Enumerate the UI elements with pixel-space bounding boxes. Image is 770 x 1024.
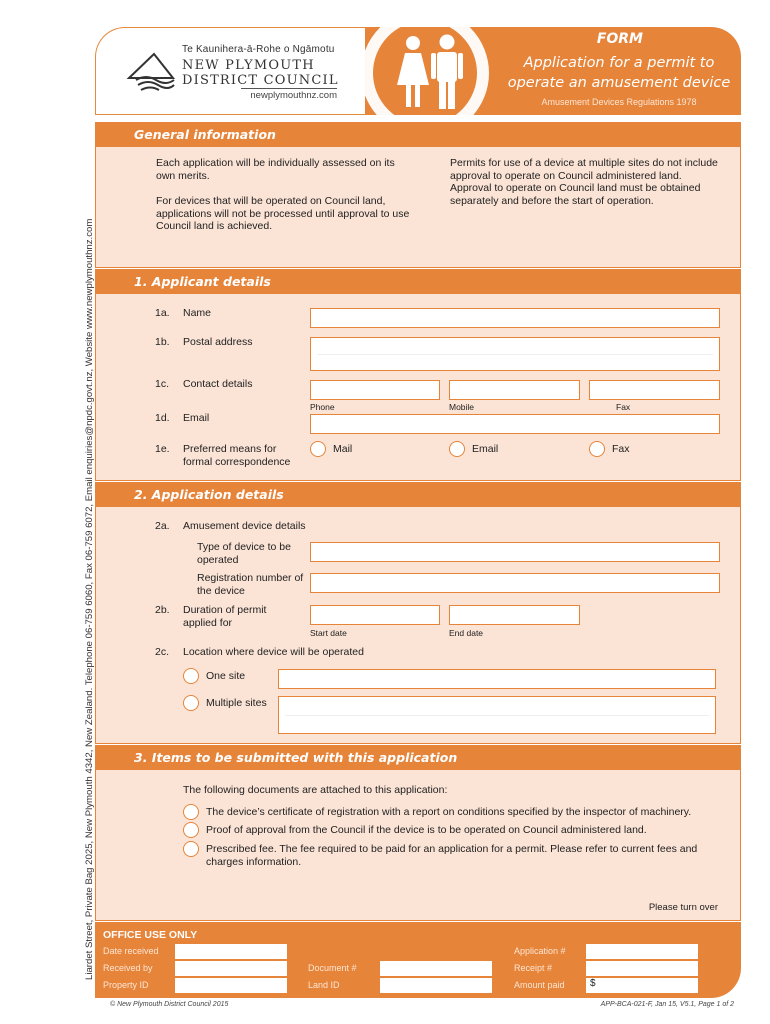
item-number: 1a. bbox=[155, 307, 170, 319]
amount-paid-label: Amount paid bbox=[514, 980, 565, 990]
office-use-title: OFFICE USE ONLY bbox=[103, 929, 198, 941]
mobile-caption: Mobile bbox=[449, 402, 475, 412]
phone-caption: Phone bbox=[310, 402, 335, 412]
fax-caption: Fax bbox=[616, 402, 631, 412]
council-approval-item-text: Proof of approval from the Council if the device is to be operated on Council administered land. bbox=[206, 824, 647, 836]
mountain-logo-icon bbox=[126, 46, 176, 96]
certificate-item-text: The device’s certificate of registration with a report on conditions specified by the inspector of machinery. bbox=[206, 806, 692, 818]
turn-over-note: Please turn over bbox=[648, 902, 718, 913]
device-type-field[interactable] bbox=[310, 542, 720, 562]
receipt-number-field[interactable] bbox=[586, 961, 698, 976]
item-number: 2b. bbox=[155, 604, 170, 616]
end-date-caption: End date bbox=[449, 628, 484, 638]
section-heading: 1. Applicant details bbox=[96, 270, 740, 294]
application-details-section bbox=[95, 482, 741, 744]
name-label: Name bbox=[183, 307, 212, 319]
one-site-label: One site bbox=[206, 670, 246, 682]
items-to-submit-section bbox=[95, 745, 741, 921]
form-label: FORM bbox=[596, 31, 643, 47]
form-header bbox=[95, 27, 741, 115]
date-received-field[interactable] bbox=[175, 944, 287, 959]
location-label: Location where device will be operated bbox=[183, 646, 364, 658]
section-heading: 3. Items to be submitted with this application bbox=[96, 746, 740, 770]
item-number: 1c. bbox=[155, 378, 170, 390]
multiple-sites-label: Multiple sites bbox=[206, 697, 267, 709]
preferred-correspondence-label: Preferred means for formal correspondence bbox=[183, 443, 291, 468]
fax-radio[interactable] bbox=[589, 441, 605, 457]
people-icon bbox=[387, 33, 473, 109]
multiple-sites-field[interactable] bbox=[278, 696, 716, 734]
date-received-label: Date received bbox=[103, 946, 159, 956]
start-date-field[interactable] bbox=[310, 605, 440, 625]
section-heading: 2. Application details bbox=[96, 483, 740, 507]
email-field[interactable] bbox=[310, 414, 720, 434]
logo-name-line1: NEW PLYMOUTH bbox=[182, 58, 315, 73]
name-field[interactable] bbox=[310, 308, 720, 328]
fax-field[interactable] bbox=[589, 380, 720, 400]
property-id-field[interactable] bbox=[175, 978, 287, 993]
section-heading: General information bbox=[96, 123, 740, 147]
page-title: Application for a permit to operate an amusement device bbox=[507, 55, 731, 91]
registration-number-field[interactable] bbox=[310, 573, 720, 593]
start-date-caption: Start date bbox=[310, 628, 347, 638]
email-label: Email bbox=[183, 412, 210, 424]
contact-details-label: Contact details bbox=[183, 378, 253, 390]
received-by-field[interactable] bbox=[175, 961, 287, 976]
duration-label: Duration of permit applied for bbox=[183, 604, 267, 629]
phone-field[interactable] bbox=[310, 380, 440, 400]
item-number: 1b. bbox=[155, 336, 170, 348]
email-option-label: Email bbox=[472, 443, 499, 455]
title-banner bbox=[365, 27, 741, 115]
general-information-section bbox=[95, 122, 741, 268]
logo-url: newplymouthnz.com bbox=[241, 88, 337, 101]
general-paragraph-2: For devices that will be operated on Council land, applications will not be processed until approval to use Council land is achieved. bbox=[156, 195, 410, 232]
device-details-label: Amusement device details bbox=[183, 520, 306, 532]
mail-radio[interactable] bbox=[310, 441, 326, 457]
one-site-field[interactable] bbox=[278, 669, 716, 689]
item-number: 2c. bbox=[155, 646, 170, 658]
council-approval-checkbox[interactable] bbox=[183, 822, 199, 838]
council-logo-block bbox=[95, 27, 365, 115]
general-paragraph-3: Permits for use of a device at multiple sites do not include approval to operate on Council administered land. Approval to operate on Council land must be obtained separately and before the start of operation. bbox=[450, 157, 718, 207]
email-radio[interactable] bbox=[449, 441, 465, 457]
document-number-label: Document # bbox=[308, 963, 357, 973]
land-id-field[interactable] bbox=[380, 978, 492, 993]
prescribed-fee-checkbox[interactable] bbox=[183, 841, 199, 857]
property-id-label: Property ID bbox=[103, 980, 149, 990]
application-number-label: Application # bbox=[514, 946, 566, 956]
certificate-checkbox[interactable] bbox=[183, 804, 199, 820]
fax-option-label: Fax bbox=[612, 443, 630, 455]
applicant-details-section bbox=[95, 269, 741, 481]
land-id-label: Land ID bbox=[308, 980, 340, 990]
postal-address-label: Postal address bbox=[183, 336, 253, 348]
registration-number-label: Registration number of the device bbox=[197, 572, 304, 597]
device-type-label: Type of device to be operated bbox=[197, 541, 291, 566]
dollar-sign: $ bbox=[590, 978, 596, 989]
item-number: 1d. bbox=[155, 412, 170, 424]
logo-name-line2: DISTRICT COUNCIL bbox=[182, 73, 339, 88]
document-number-field[interactable] bbox=[380, 961, 492, 976]
mobile-field[interactable] bbox=[449, 380, 580, 400]
prescribed-fee-item-text: Prescribed fee. The fee required to be paid for an application for a permit. Please refer to current fees and charges information. bbox=[206, 843, 698, 868]
application-number-field[interactable] bbox=[586, 944, 698, 959]
contact-sidebar-text: Liardet Street, Private Bag 2025, New Plymouth 4342, New Zealand. Telephone 06-759 6060, Fax 06-759 6072, Email enquiries@npdc.govt.nz, Website www.newplymouthnz.com bbox=[84, 218, 95, 980]
office-use-panel bbox=[95, 922, 741, 998]
mail-option-label: Mail bbox=[333, 443, 353, 455]
multiple-sites-radio[interactable] bbox=[183, 695, 199, 711]
receipt-number-label: Receipt # bbox=[514, 963, 553, 973]
general-paragraph-1: Each application will be individually assessed on its own merits. bbox=[156, 157, 395, 182]
items-intro: The following documents are attached to this application: bbox=[183, 784, 448, 796]
copyright-footer: © New Plymouth District Council 2015 bbox=[110, 1001, 229, 1008]
form-reference-footer: APP-BCA-021-F, Jan 15, V5.1, Page 1 of 2 bbox=[600, 1001, 734, 1008]
logo-tagline: Te Kaunihera-ā-Rohe o Ngāmotu bbox=[182, 44, 335, 55]
postal-address-field[interactable] bbox=[310, 337, 720, 371]
received-by-label: Received by bbox=[103, 963, 153, 973]
one-site-radio[interactable] bbox=[183, 668, 199, 684]
amount-paid-field[interactable] bbox=[586, 978, 698, 993]
item-number: 2a. bbox=[155, 520, 170, 532]
regulation-reference: Amusement Devices Regulations 1978 bbox=[541, 97, 697, 107]
item-number: 1e. bbox=[155, 443, 170, 455]
end-date-field[interactable] bbox=[449, 605, 580, 625]
